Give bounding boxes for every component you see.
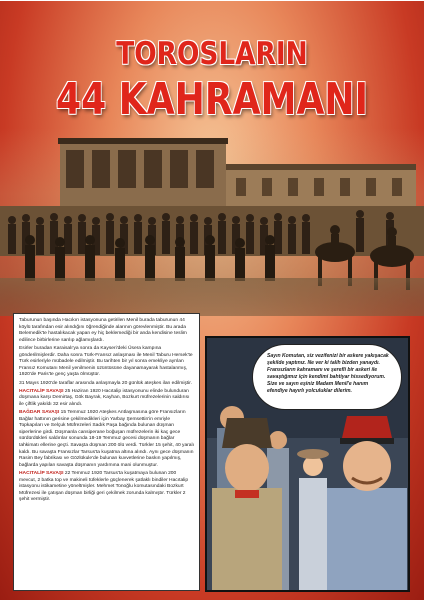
article-paragraph: 31 Mayıs 1920'de taraflar arasında anlaşmayla 20 günlük ateşkes ilan edilmiştir. xyxy=(19,380,193,386)
article-paragraph: Taburunun başında Hacıkırı istasyonuna getirilen Menil burada taburunun 44 köylü tarafından esir alındığını öğrendiğinde alarının görevlenmiştir. Bu arada Belemedik'te hastalıkacak yapan ey hiç beklemediği bir anda kendisine teslim edilince birbirlerine sarılıp ağlamışlardı. xyxy=(19,318,187,343)
article-paragraph: HACITALİP SAVAŞI 25 Haziran 1920 Hacıtalip istasyonunu elinde bulunduran düşmana karşı Demirtaş, Gök Bayrak, Kayhan, Bozkurt müfrezelerinin saldırısı ile çiftlik yakıldı 32 esir alındı. xyxy=(19,388,190,407)
section-heading: BAĞDAR SAVAŞI xyxy=(19,410,60,416)
historic-photo xyxy=(0,128,424,316)
article-paragraph: Esirler buradan Karaisalı'ya sonra da Kayseri'deki Üsera kampına gönderilmişlerdir. Daha sonra Türk-Fransız anlaşması ile Menil Taburu Hersek'te Türk esirleriyle mübadele edilmiştir. Bu tarihten bir yıl sonra emekliye ayrılan Fransız Komutanı Menil yenilmenin üzüntüsüne dayanamayarak hastalanmış, 1920'de Paris'te genç yaşta ölmüştür. xyxy=(19,345,193,378)
title-line-2: 44 KAHRAMANI xyxy=(55,74,369,125)
title-line-1: TOROSLARIN xyxy=(116,36,308,72)
top-edge xyxy=(0,0,424,1)
section-heading: HACITALİP SAVAŞI xyxy=(19,388,64,394)
speech-text: Sayın Komutan, siz vezifenizi bir askere yakışacak şekilde yaptınız. Ne ver ki talih bizden yanaydı. Fransızların kahramanı ve şerefli bir askeri ile savaştığımız için kendimi bahtiyar hissediyorum. Size ve sayın eşiniz Madam Menil'e hanım efendiye hayırlı yolculuklar dilerim. xyxy=(267,353,389,394)
article-text-box xyxy=(13,313,200,591)
section-heading: HACITALİP SAVAŞI xyxy=(19,471,64,477)
speech-bubble xyxy=(252,344,402,410)
article-paragraph: HACITALİP SAVAŞI 22 Temmuz 1920 Tarsus'ta kuşatmaya bulunan 200 mevcut, 2 batka top ve makineli tüfeklerle güçlenerek şatlaklı bindiler Hacıtalip istasyonu istikametine yöneltmişler. Mehmet Tonoğlu komutasındaki Bozkurt Müfrezesi ile çatışan düşman birliği geri çekilmek zorunda kalmıştır. Türkler 2 şehit vermiştir. xyxy=(19,471,189,503)
article-paragraph: BAĞDAR SAVAŞI 15 Temmuz 1920 Ateşkes Antlaşmasına göre Fransızların Bağlar hattının gerisine çekilmedikleri için Yarbay Şemsettin'in emriyle Topkapıları ve Selçuk Müfrezeleri Sadık Paşa bağında bulunan düşman siperlerine girdi. Düşmanla cansiperane boğuşan müfrezelerin iki kaç gece sürdürdükleri saldırılar sonunda 18-19 Temmuz gecesi düşmanın bağlar tahkimatı ellerine geçti. Savaşta düşman 200 ölü verdi. Türkler 15 şehit, 40 yaralı kaldı. Bu savaşta Fransızlar Tarsus'ta kuşatma altına alındı. Aynı gece düşmanın Rasim Bey fabrikası ve Gözlükule'de bulunan kuvvetlerine baskın yapılmış, bağlarda yapılan savaşta düşmanın yardımına mani olunmuştur. xyxy=(19,410,194,468)
